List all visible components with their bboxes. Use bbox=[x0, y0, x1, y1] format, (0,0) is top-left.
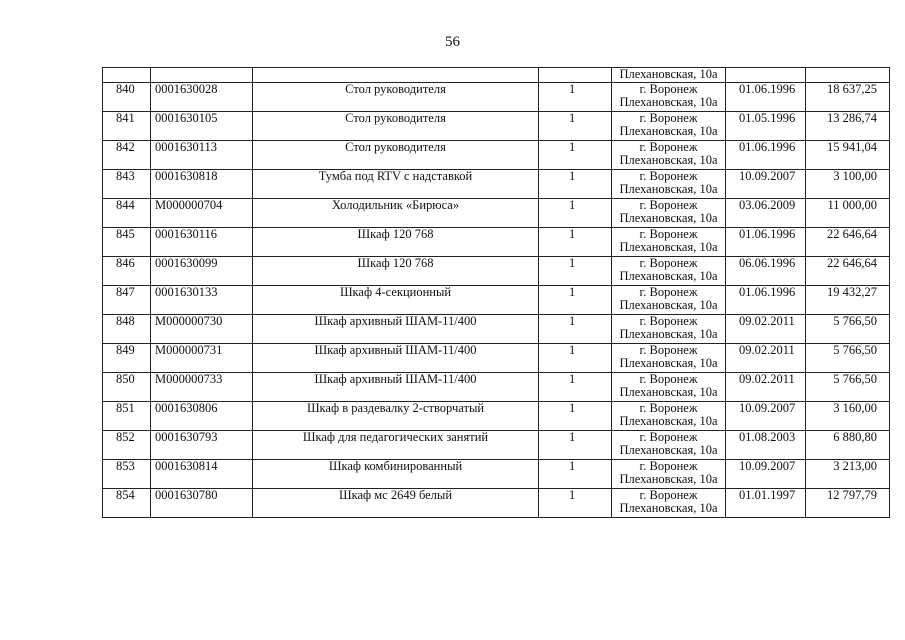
cell-inventory-number: M000000733 bbox=[151, 373, 253, 402]
address-street: Плехановская, 10а bbox=[619, 414, 718, 428]
cell-address bbox=[612, 257, 726, 286]
cell-qty: 1 bbox=[539, 489, 612, 518]
address-city: г. Воронеж bbox=[639, 401, 698, 415]
cell-date: 03.06.2009 bbox=[726, 199, 806, 228]
address-street: Плехановская, 10а bbox=[619, 240, 718, 254]
cell-num: 842 bbox=[103, 141, 151, 170]
table-row bbox=[103, 431, 890, 460]
cell-inventory-number: 0001630116 bbox=[151, 228, 253, 257]
cell-date: 01.06.1996 bbox=[726, 286, 806, 315]
table-row bbox=[103, 315, 890, 344]
cell-address bbox=[612, 286, 726, 315]
cell-date: 09.02.2011 bbox=[726, 373, 806, 402]
address-city: г. Воронеж bbox=[639, 198, 698, 212]
cell-name: Шкаф мс 2649 белый bbox=[253, 489, 539, 518]
table-row bbox=[103, 170, 890, 199]
table-row bbox=[103, 112, 890, 141]
cell-name: Шкаф комбинированный bbox=[253, 460, 539, 489]
address-street: Плехановская, 10а bbox=[619, 124, 718, 138]
cell-qty: 1 bbox=[539, 170, 612, 199]
cell-cost bbox=[806, 68, 890, 83]
page-number: 56 bbox=[445, 34, 460, 50]
cell-num: 852 bbox=[103, 431, 151, 460]
cell-num: 846 bbox=[103, 257, 151, 286]
cell-address bbox=[612, 83, 726, 112]
cell-inventory-number: 0001630814 bbox=[151, 460, 253, 489]
inventory-table bbox=[102, 67, 890, 518]
cell-date: 10.09.2007 bbox=[726, 460, 806, 489]
cell-inventory-number: 0001630806 bbox=[151, 402, 253, 431]
cell-name: Шкаф в раздевалку 2-створчатый bbox=[253, 402, 539, 431]
cell-name: Шкаф 120 768 bbox=[253, 228, 539, 257]
cell-num: 854 bbox=[103, 489, 151, 518]
table-row bbox=[103, 460, 890, 489]
address-city: г. Воронеж bbox=[639, 140, 698, 154]
cell-num: 845 bbox=[103, 228, 151, 257]
cell-qty bbox=[539, 68, 612, 83]
cell-cost: 22 646,64 bbox=[806, 228, 890, 257]
cell-num: 844 bbox=[103, 199, 151, 228]
cell-qty: 1 bbox=[539, 83, 612, 112]
address-city: г. Воронеж bbox=[639, 430, 698, 444]
cell-name: Шкаф 4-секционный bbox=[253, 286, 539, 315]
cell-inventory-number: M000000704 bbox=[151, 199, 253, 228]
cell-address bbox=[612, 344, 726, 373]
cell-address bbox=[612, 460, 726, 489]
address-street: Плехановская, 10а bbox=[619, 327, 718, 341]
cell-name: Стол руководителя bbox=[253, 112, 539, 141]
cell-address bbox=[612, 402, 726, 431]
cell-qty: 1 bbox=[539, 141, 612, 170]
cell-date: 01.08.2003 bbox=[726, 431, 806, 460]
cell-date bbox=[726, 68, 806, 83]
cell-qty: 1 bbox=[539, 112, 612, 141]
cell-name: Шкаф архивный ШАМ-11/400 bbox=[253, 344, 539, 373]
cell-address: Плехановская, 10а bbox=[612, 68, 726, 83]
cell-date: 01.06.1996 bbox=[726, 141, 806, 170]
cell-inventory-number: 0001630028 bbox=[151, 83, 253, 112]
table-row bbox=[103, 141, 890, 170]
cell-num bbox=[103, 68, 151, 83]
cell-address bbox=[612, 112, 726, 141]
cell-qty: 1 bbox=[539, 431, 612, 460]
table-row bbox=[103, 489, 890, 518]
cell-inventory-number: 0001630099 bbox=[151, 257, 253, 286]
cell-cost: 22 646,64 bbox=[806, 257, 890, 286]
cell-cost: 5 766,50 bbox=[806, 344, 890, 373]
cell-qty: 1 bbox=[539, 286, 612, 315]
cell-qty: 1 bbox=[539, 460, 612, 489]
table-row bbox=[103, 199, 890, 228]
cell-address bbox=[612, 315, 726, 344]
cell-qty: 1 bbox=[539, 257, 612, 286]
cell-cost: 18 637,25 bbox=[806, 83, 890, 112]
cell-qty: 1 bbox=[539, 228, 612, 257]
cell-name: Стол руководителя bbox=[253, 83, 539, 112]
cell-cost: 6 880,80 bbox=[806, 431, 890, 460]
cell-address bbox=[612, 199, 726, 228]
address-street: Плехановская, 10а bbox=[619, 356, 718, 370]
cell-cost: 3 160,00 bbox=[806, 402, 890, 431]
address-city: г. Воронеж bbox=[639, 343, 698, 357]
cell-name: Шкаф архивный ШАМ-11/400 bbox=[253, 315, 539, 344]
cell-cost: 5 766,50 bbox=[806, 373, 890, 402]
cell-cost: 19 432,27 bbox=[806, 286, 890, 315]
address-street: Плехановская, 10а bbox=[619, 211, 718, 225]
cell-cost: 15 941,04 bbox=[806, 141, 890, 170]
address-street: Плехановская, 10а bbox=[619, 269, 718, 283]
cell-cost: 12 797,79 bbox=[806, 489, 890, 518]
cell-inventory-number: 0001630780 bbox=[151, 489, 253, 518]
cell-num: 840 bbox=[103, 83, 151, 112]
address-city: г. Воронеж bbox=[639, 169, 698, 183]
cell-address bbox=[612, 373, 726, 402]
address-street: Плехановская, 10а bbox=[619, 443, 718, 457]
cell-qty: 1 bbox=[539, 402, 612, 431]
cell-inventory-number: 0001630133 bbox=[151, 286, 253, 315]
cell-date: 06.06.1996 bbox=[726, 257, 806, 286]
continuation-row bbox=[103, 68, 890, 83]
address-city: г. Воронеж bbox=[639, 256, 698, 270]
cell-date: 09.02.2011 bbox=[726, 344, 806, 373]
cell-date: 10.09.2007 bbox=[726, 170, 806, 199]
cell-num: 848 bbox=[103, 315, 151, 344]
cell-date: 10.09.2007 bbox=[726, 402, 806, 431]
cell-num: 847 bbox=[103, 286, 151, 315]
table-row bbox=[103, 344, 890, 373]
address-city: г. Воронеж bbox=[639, 227, 698, 241]
cell-address bbox=[612, 228, 726, 257]
table-row bbox=[103, 257, 890, 286]
address-street: Плехановская, 10а bbox=[619, 153, 718, 167]
cell-qty: 1 bbox=[539, 373, 612, 402]
address-city: г. Воронеж bbox=[639, 459, 698, 473]
cell-address bbox=[612, 170, 726, 199]
cell-cost: 5 766,50 bbox=[806, 315, 890, 344]
address-street: Плехановская, 10а bbox=[619, 95, 718, 109]
cell-date: 01.05.1996 bbox=[726, 112, 806, 141]
cell-num: 841 bbox=[103, 112, 151, 141]
cell-inventory-number: M000000731 bbox=[151, 344, 253, 373]
cell-cost: 13 286,74 bbox=[806, 112, 890, 141]
cell-name bbox=[253, 68, 539, 83]
cell-inventory-number: 0001630105 bbox=[151, 112, 253, 141]
cell-address bbox=[612, 489, 726, 518]
address-street: Плехановская, 10а bbox=[619, 472, 718, 486]
address-street: Плехановская, 10а bbox=[619, 385, 718, 399]
cell-qty: 1 bbox=[539, 315, 612, 344]
cell-num: 850 bbox=[103, 373, 151, 402]
cell-name: Шкаф архивный ШАМ-11/400 bbox=[253, 373, 539, 402]
cell-name: Стол руководителя bbox=[253, 141, 539, 170]
cell-cost: 3 213,00 bbox=[806, 460, 890, 489]
cell-cost: 11 000,00 bbox=[806, 199, 890, 228]
cell-name: Шкаф 120 768 bbox=[253, 257, 539, 286]
cell-date: 09.02.2011 bbox=[726, 315, 806, 344]
address-street: Плехановская, 10а bbox=[619, 298, 718, 312]
cell-inventory-number: 0001630113 bbox=[151, 141, 253, 170]
cell-date: 01.06.1996 bbox=[726, 228, 806, 257]
cell-date: 01.01.1997 bbox=[726, 489, 806, 518]
cell-num: 849 bbox=[103, 344, 151, 373]
address-city: г. Воронеж bbox=[639, 314, 698, 328]
cell-address bbox=[612, 431, 726, 460]
table-row bbox=[103, 286, 890, 315]
address-city: г. Воронеж bbox=[639, 285, 698, 299]
table-row bbox=[103, 228, 890, 257]
cell-inventory-number bbox=[151, 68, 253, 83]
table-row bbox=[103, 373, 890, 402]
cell-inventory-number: M000000730 bbox=[151, 315, 253, 344]
cell-name: Тумба под RTV с надставкой bbox=[253, 170, 539, 199]
address-street: Плехановская, 10а bbox=[619, 501, 718, 515]
cell-name: Шкаф для педагогических занятий bbox=[253, 431, 539, 460]
cell-num: 843 bbox=[103, 170, 151, 199]
cell-address bbox=[612, 141, 726, 170]
cell-inventory-number: 0001630818 bbox=[151, 170, 253, 199]
cell-qty: 1 bbox=[539, 344, 612, 373]
table-row bbox=[103, 402, 890, 431]
cell-num: 851 bbox=[103, 402, 151, 431]
address-city: г. Воронеж bbox=[639, 111, 698, 125]
cell-name: Холодильник «Бирюса» bbox=[253, 199, 539, 228]
cell-num: 853 bbox=[103, 460, 151, 489]
address-street: Плехановская, 10а bbox=[619, 182, 718, 196]
address-city: г. Воронеж bbox=[639, 488, 698, 502]
cell-cost: 3 100,00 bbox=[806, 170, 890, 199]
cell-inventory-number: 0001630793 bbox=[151, 431, 253, 460]
cell-qty: 1 bbox=[539, 199, 612, 228]
cell-date: 01.06.1996 bbox=[726, 83, 806, 112]
address-city: г. Воронеж bbox=[639, 82, 698, 96]
table-row bbox=[103, 83, 890, 112]
address-city: г. Воронеж bbox=[639, 372, 698, 386]
